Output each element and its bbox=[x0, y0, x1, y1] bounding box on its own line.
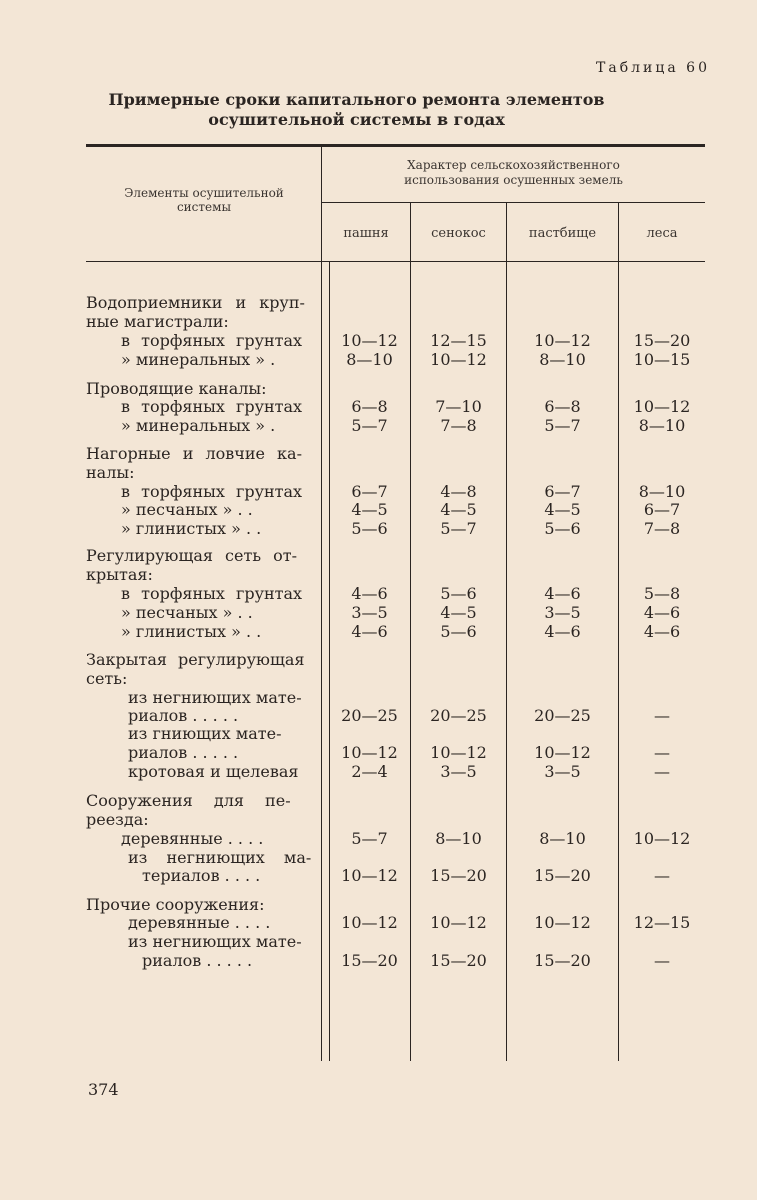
value-cell: 5—6 bbox=[440, 622, 477, 641]
value-cell: 15—20 bbox=[430, 866, 487, 885]
row-label: крытая: bbox=[86, 565, 153, 584]
value-cell: 8—10 bbox=[346, 350, 393, 369]
row-label: » песчаных » . . bbox=[121, 603, 253, 622]
value-cell: 5—7 bbox=[440, 519, 477, 538]
value-cell: 5—6 bbox=[544, 519, 581, 538]
row-label: риалов . . . . . bbox=[128, 743, 239, 762]
value-cell: 10—12 bbox=[534, 331, 591, 350]
value-cell: 15—20 bbox=[534, 951, 591, 970]
value-cell: 2—4 bbox=[351, 762, 388, 781]
value-cell: 4—5 bbox=[351, 500, 388, 519]
row-label: риалов . . . . . bbox=[128, 706, 239, 725]
row-label: сеть: bbox=[86, 669, 128, 688]
header-bottom-rule bbox=[86, 261, 705, 262]
table-top-rule bbox=[86, 144, 705, 147]
value-cell: 4—6 bbox=[351, 584, 388, 603]
value-cell: — bbox=[654, 743, 670, 762]
value-cell: — bbox=[654, 951, 670, 970]
row-label: Проводящие каналы: bbox=[86, 379, 267, 398]
value-cell: 4—5 bbox=[440, 500, 477, 519]
elements-column-header: Элементы осушительной системы bbox=[124, 186, 284, 214]
value-cell: 4—6 bbox=[351, 622, 388, 641]
value-cell: 5—6 bbox=[440, 584, 477, 603]
row-label: из негниющих ма- bbox=[128, 848, 312, 867]
row-label: Регулирующая сеть от- bbox=[86, 546, 298, 565]
value-cell: 20—25 bbox=[341, 706, 398, 725]
value-cell: 7—8 bbox=[440, 416, 477, 435]
row-label: » минеральных » . bbox=[121, 416, 276, 435]
value-cell: 3—5 bbox=[440, 762, 477, 781]
value-cell: 4—8 bbox=[440, 482, 477, 501]
column-divider bbox=[321, 146, 322, 1061]
value-cell: 15—20 bbox=[430, 951, 487, 970]
row-label: Нагорные и ловчие ка- bbox=[86, 444, 302, 463]
value-cell: 5—7 bbox=[351, 416, 388, 435]
row-label: из гниющих мате- bbox=[128, 724, 282, 743]
value-cell: 4—5 bbox=[440, 603, 477, 622]
value-cell: 8—10 bbox=[539, 829, 586, 848]
value-cell: 10—12 bbox=[534, 913, 591, 932]
land-use-group-header: Характер сельскохозяйственного использования осушенных земель bbox=[404, 158, 623, 187]
column-header-hayfield: сенокос bbox=[431, 226, 486, 241]
row-label: риалов . . . . . bbox=[142, 951, 253, 970]
value-cell: — bbox=[654, 762, 670, 781]
row-label: из негниющих мате- bbox=[128, 688, 302, 707]
table-title-line2: осушительной системы в годах bbox=[208, 110, 505, 129]
value-cell: 15—20 bbox=[341, 951, 398, 970]
value-cell: 15—20 bbox=[633, 331, 691, 350]
row-label: в торфяных грунтах bbox=[121, 482, 303, 501]
value-cell: 8—10 bbox=[435, 829, 482, 848]
value-cell: 5—7 bbox=[351, 829, 388, 848]
row-label: в торфяных грунтах bbox=[121, 331, 303, 350]
value-cell: 7—10 bbox=[435, 397, 482, 416]
row-label: » глинистых » . . bbox=[121, 622, 262, 641]
row-label: кротовая и щелевая bbox=[128, 762, 299, 781]
value-cell: 4—6 bbox=[544, 622, 581, 641]
row-label: в торфяных грунтах bbox=[121, 584, 303, 603]
value-cell: 12—15 bbox=[633, 913, 691, 932]
row-label: ные магистрали: bbox=[86, 312, 229, 331]
table-number: Таблица 60 bbox=[596, 60, 710, 76]
row-label: териалов . . . . bbox=[142, 866, 261, 885]
value-cell: — bbox=[654, 866, 670, 885]
value-cell: 6—8 bbox=[544, 397, 581, 416]
value-cell: 6—7 bbox=[643, 500, 681, 519]
row-label: » глинистых » . . bbox=[121, 519, 262, 538]
row-label: » песчаных » . . bbox=[121, 500, 253, 519]
value-cell: 10—12 bbox=[341, 866, 398, 885]
table-title-line1: Примерные сроки капитального ремонта элементов bbox=[108, 90, 605, 109]
row-label: налы: bbox=[86, 463, 135, 482]
value-cell: 10—12 bbox=[341, 913, 398, 932]
value-cell: 5—7 bbox=[544, 416, 581, 435]
column-header-forest: леса bbox=[646, 226, 678, 241]
value-cell: 10—15 bbox=[633, 350, 691, 369]
row-label: Прочие сооружения: bbox=[86, 895, 265, 914]
value-cell: 3—5 bbox=[544, 603, 581, 622]
value-cell: 20—25 bbox=[534, 706, 591, 725]
group-header-rule bbox=[322, 202, 705, 203]
value-cell: 10—12 bbox=[430, 743, 487, 762]
value-cell: 6—8 bbox=[351, 397, 388, 416]
value-cell: 8—10 bbox=[539, 350, 586, 369]
row-label: деревянные . . . . bbox=[128, 913, 271, 932]
row-label: деревянные . . . . bbox=[121, 829, 264, 848]
row-label: Сооружения для пе- bbox=[86, 791, 291, 810]
value-cell: 3—5 bbox=[544, 762, 581, 781]
row-label: реезда: bbox=[86, 810, 149, 829]
value-cell: 10—12 bbox=[430, 350, 487, 369]
value-cell: 10—12 bbox=[430, 913, 487, 932]
value-cell: 8—10 bbox=[638, 482, 686, 501]
value-cell: 6—7 bbox=[544, 482, 581, 501]
value-cell: 8—10 bbox=[638, 416, 686, 435]
column-divider bbox=[329, 262, 330, 1061]
value-cell: 12—15 bbox=[430, 331, 487, 350]
value-cell: — bbox=[654, 706, 670, 725]
value-cell: 3—5 bbox=[351, 603, 388, 622]
value-cell: 4—6 bbox=[643, 622, 681, 641]
row-label: в торфяных грунтах bbox=[121, 397, 303, 416]
value-cell: 10—12 bbox=[633, 829, 691, 848]
value-cell: 5—8 bbox=[643, 584, 681, 603]
value-cell: 10—12 bbox=[633, 397, 691, 416]
row-label: из негниющих мате- bbox=[128, 932, 302, 951]
row-label: Закрытая регулирующая bbox=[86, 650, 305, 669]
value-cell: 10—12 bbox=[341, 331, 398, 350]
value-cell: 4—5 bbox=[544, 500, 581, 519]
value-cell: 6—7 bbox=[351, 482, 388, 501]
value-cell: 7—8 bbox=[643, 519, 681, 538]
column-header-arable: пашня bbox=[343, 226, 389, 241]
value-cell: 10—12 bbox=[534, 743, 591, 762]
value-cell: 10—12 bbox=[341, 743, 398, 762]
row-label: Водоприемники и круп- bbox=[86, 293, 305, 312]
value-cell: 20—25 bbox=[430, 706, 487, 725]
page-number: 374 bbox=[88, 1080, 119, 1099]
value-cell: 5—6 bbox=[351, 519, 388, 538]
value-cell: 4—6 bbox=[544, 584, 581, 603]
value-cell: 4—6 bbox=[643, 603, 681, 622]
row-label: » минеральных » . bbox=[121, 350, 276, 369]
value-cell: 15—20 bbox=[534, 866, 591, 885]
column-header-pasture: пастбище bbox=[528, 226, 597, 241]
